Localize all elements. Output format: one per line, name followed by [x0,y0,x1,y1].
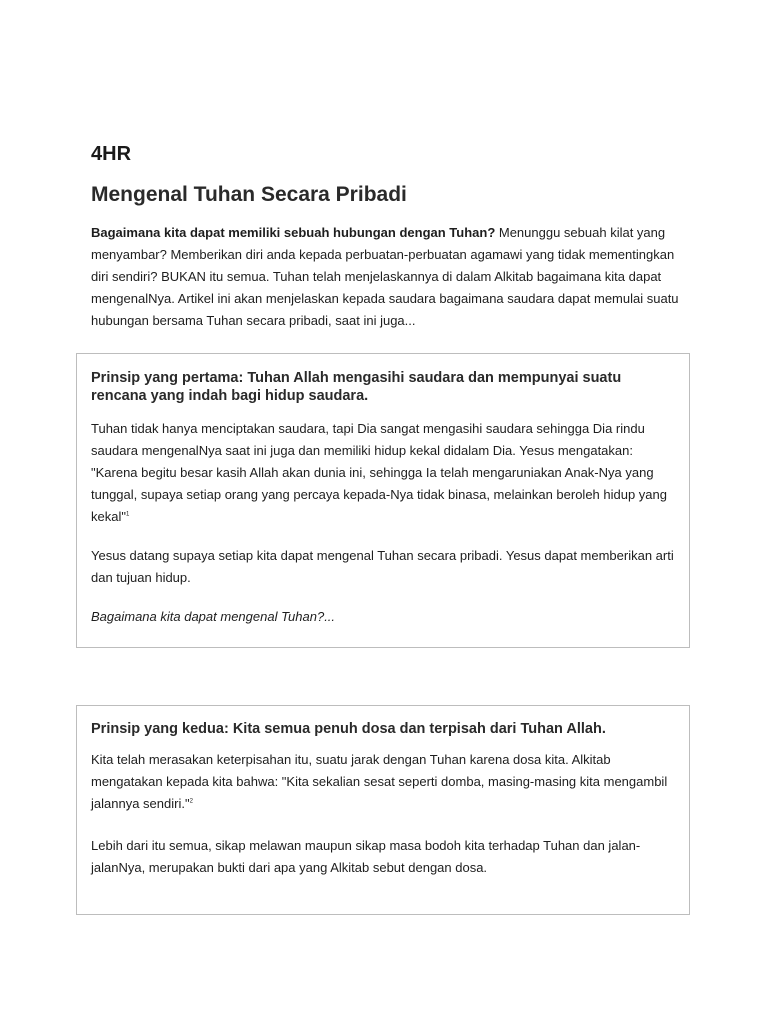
principle-two-box [76,705,690,915]
footnote-marker-1: 1 [125,511,130,518]
page-title: Mengenal Tuhan Secara Pribadi [91,183,407,206]
principle-one-box [76,353,690,648]
principle-two-paragraph-1-text: Kita telah merasakan keterpisahan itu, suatu jarak dengan Tuhan karena dosa kita. Alkitab mengatakan kepada kita bahwa: "Kita sekalian sesat seperti domba, masing-masing kita mengambil jalannya sendiri." [91,752,668,811]
footnote-marker-2: 2 [189,798,193,805]
principle-one-paragraph-2: Yesus datang supaya setiap kita dapat mengenal Tuhan secara pribadi. Yesus dapat memberikan arti dan tujuan hidup. [91,548,674,585]
intro-paragraph [91,222,691,332]
principle-one-paragraph-1-text: Tuhan tidak hanya menciptakan saudara, tapi Dia sangat mengasihi saudara sehingga Dia rindu saudara mengenalNya saat ini juga dan memiliki hidup kekal didalam Dia. Yesus mengatakan: "Karena begitu besar kasih Allah akan dunia ini, sehingga Ia telah mengaruniakan Anak-Nya yang tunggal, supaya setiap orang yang percaya kepada-Nya tidak binasa, melainkan beroleh hidup yang kekal" [91,421,667,524]
principle-two-paragraph-2: Lebih dari itu semua, sikap melawan maupun sikap masa bodoh kita terhadap Tuhan dan jalan-jalanNya, merupakan bukti dari apa yang Alkitab sebut dengan dosa. [91,838,641,875]
site-tag: 4HR [91,143,132,165]
principle-two-heading: Prinsip yang kedua: Kita semua penuh dosa dan terpisah dari Tuhan Allah. [91,721,606,737]
principle-one-teaser: Bagaimana kita dapat mengenal Tuhan?... [91,609,336,624]
intro-body-text: Menunggu sebuah kilat yang menyambar? Memberikan diri anda kepada perbuatan-perbuatan agamawi yang tidak mementingkan diri sendiri? BUKAN itu semua. Tuhan telah menjelaskannya di dalam Alkitab bagaimana kita dapat mengenalNya. Artikel ini akan menjelaskan kepada saudara bagaimana saudara dapat memulai suatu hubungan bersama Tuhan secara pribadi, saat ini juga... [91,225,679,328]
principle-one-heading: Prinsip yang pertama: Tuhan Allah mengasihi saudara dan mempunyai suatu rencana yang indah bagi hidup saudara. [91,370,622,404]
principle-two-paragraph-1 [91,749,675,815]
principle-one-paragraph-1 [91,418,675,528]
intro-lead-question: Bagaimana kita dapat memiliki sebuah hubungan dengan Tuhan? [91,225,496,240]
